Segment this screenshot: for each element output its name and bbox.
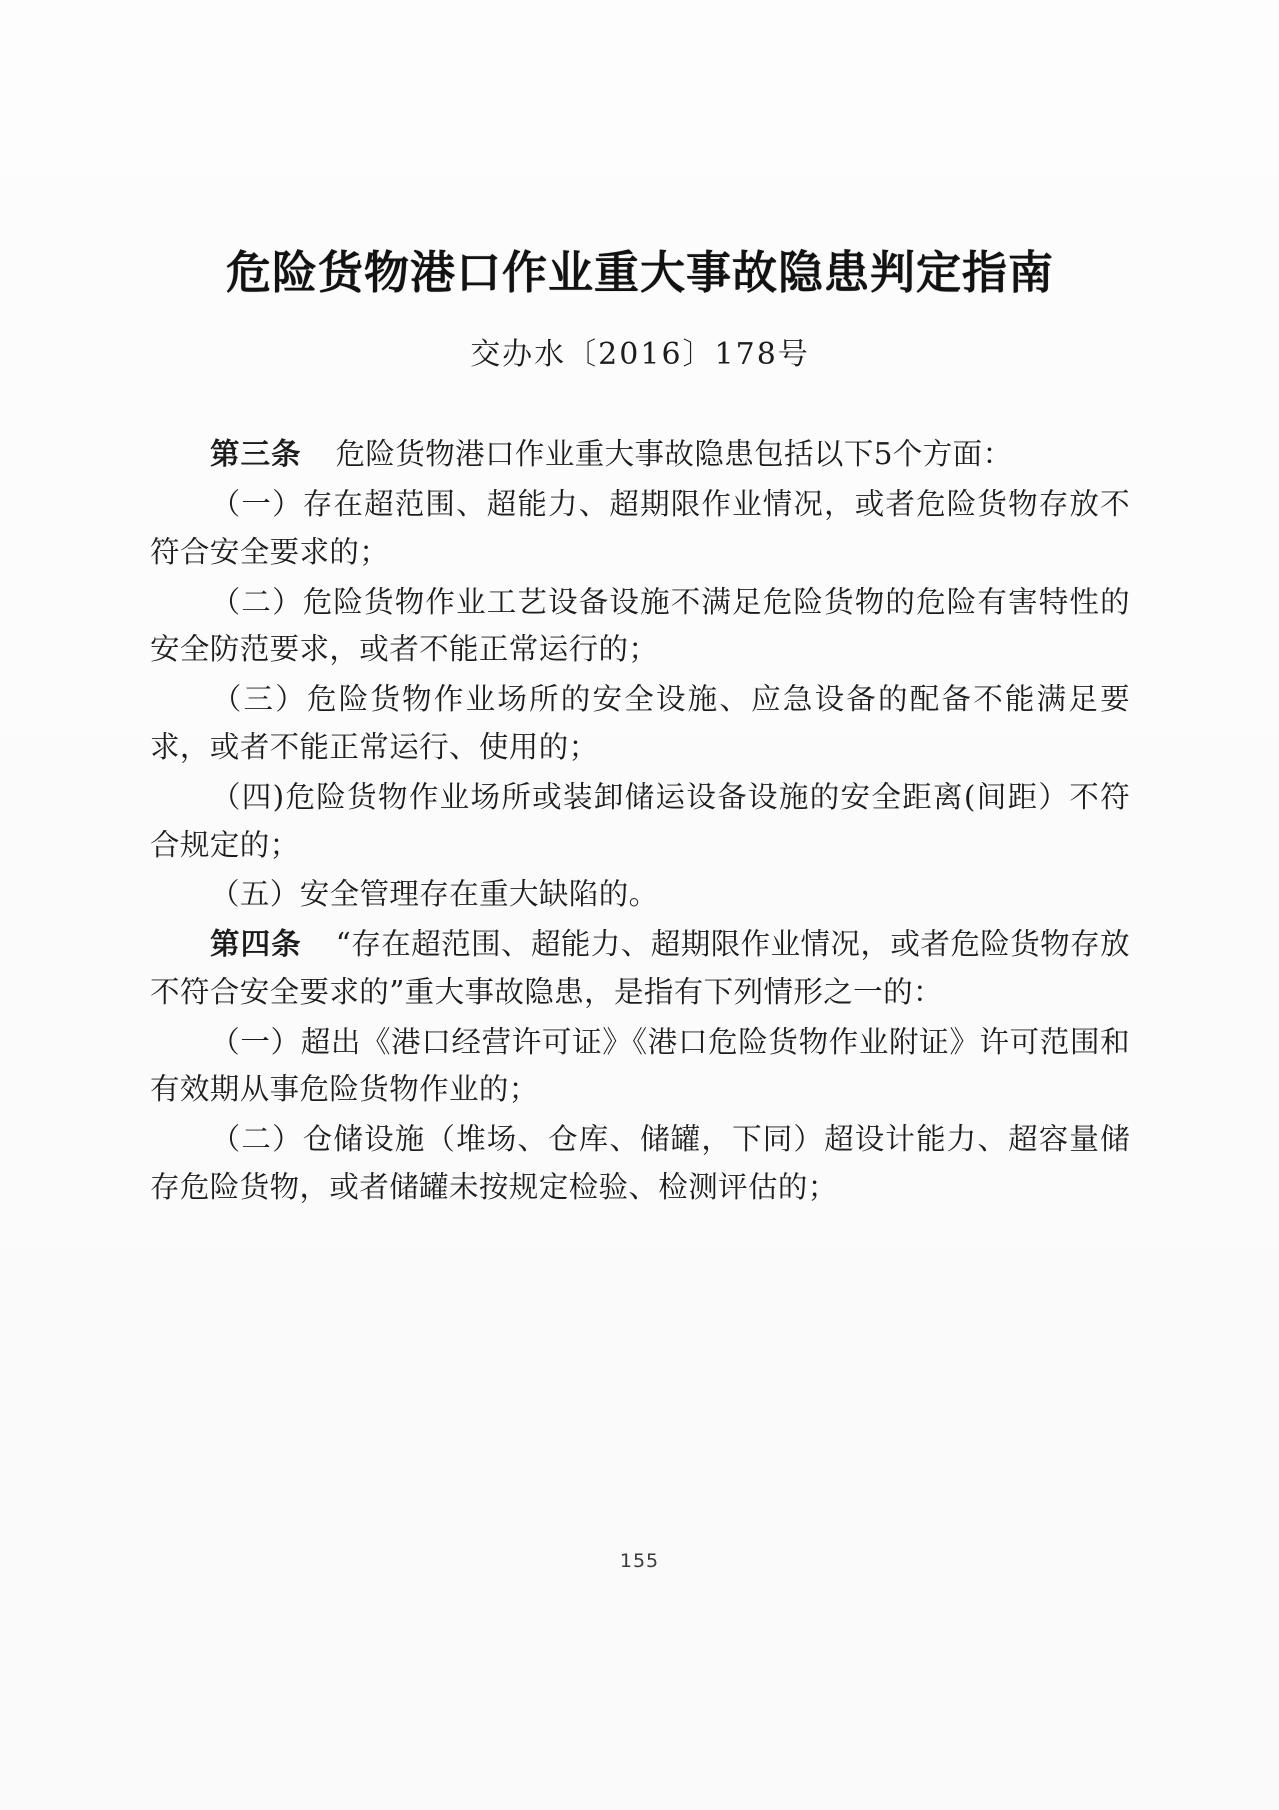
article-3-item-4-text: （四)危险货物作业场所或装卸储运设备设施的安全距离(间距）不符合规定的； (150, 779, 1130, 862)
article-3-item-4 (150, 774, 1130, 870)
article-4-item-1-text: （一）超出《港口经营许可证》《港口危险货物作业附证》许可范围和有效期从事危险货物作业的； (150, 1024, 1130, 1107)
article-3-item-1-text: （一）存在超范围、超能力、超期限作业情况，或者危险货物存放不符合安全要求的； (150, 487, 1130, 569)
article-3-item-3 (150, 676, 1130, 772)
article-3-label: 第三条 (210, 437, 302, 472)
article-4-lead (150, 921, 1130, 1017)
article-4-label: 第四条 (210, 927, 302, 962)
article-3-item-3-text: （三）危险货物作业场所的安全设施、应急设备的配备不能满足要求，或者不能正常运行、使用的； (150, 682, 1130, 764)
article-3-item-2-text: （二）危险货物作业工艺设备设施不满足危险货物的危险有害特性的安全防范要求，或者不能正常运行的； (150, 584, 1130, 667)
article-3-item-5-text: （五）安全管理存在重大缺陷的。 (210, 877, 659, 912)
article-3-item-5 (150, 871, 1130, 919)
article-3-item-1 (150, 481, 1130, 577)
article-3-lead (150, 431, 1130, 479)
article-4-lead-text: “存在超范围、超能力、超期限作业情况，或者危险货物存放不符合安全要求的”重大事故隐患，是指有下列情形之一的： (150, 927, 1130, 1009)
document-number: 交办水〔2016〕178号 (470, 337, 810, 373)
article-4-item-1 (150, 1019, 1130, 1115)
page-number: 155 (619, 1550, 660, 1572)
article-3-item-2 (150, 579, 1130, 675)
article-4-item-2 (150, 1116, 1130, 1212)
article-4-item-2-text: （二）仓储设施（堆场、仓库、储罐，下同）超设计能力、超容量储存危险货物，或者储罐未按规定检验、检测评估的； (150, 1122, 1130, 1204)
page-title: 危险货物港口作业重大事故隐患判定指南 (225, 246, 1054, 299)
document-body (150, 245, 1130, 1214)
article-3-lead-text: 危险货物港口作业重大事故隐患包括以下5个方面： (335, 437, 1013, 472)
